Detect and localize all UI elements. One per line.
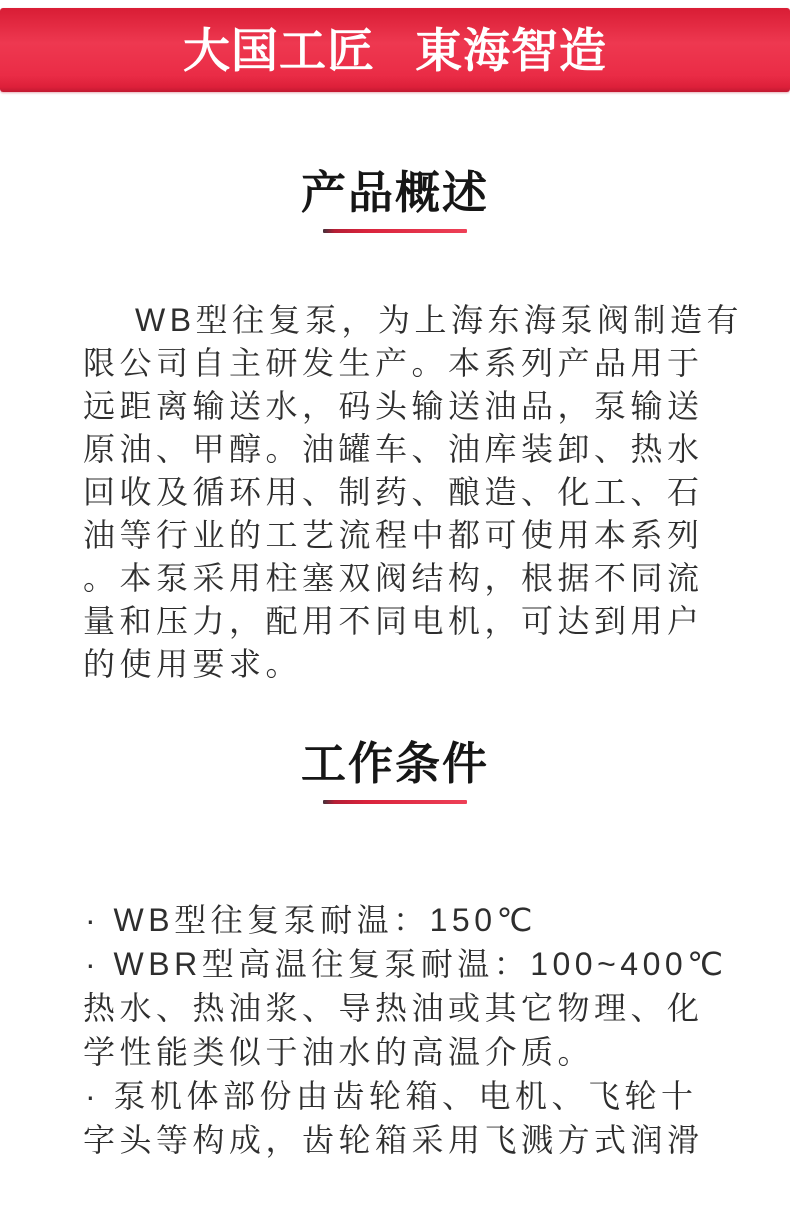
paragraph-line: 限公司自主研发生产。本系列产品用于 bbox=[83, 345, 704, 381]
bullet-line: · WBR型高温往复泵耐温：100~400℃ bbox=[85, 946, 728, 982]
conditions-list bbox=[0, 898, 790, 1162]
paragraph-line: 量和压力，配用不同电机，可达到用户 bbox=[83, 603, 704, 639]
paragraph-line: 油等行业的工艺流程中都可使用本系列 bbox=[83, 517, 704, 553]
section-title-conditions: 工作条件 bbox=[300, 738, 489, 789]
bullet-continuation-line: 学性能类似于油水的高温介质。 bbox=[83, 1034, 595, 1070]
overview-paragraph bbox=[0, 299, 790, 686]
paragraph-line: 回收及循环用、制药、酿造、化工、石 bbox=[83, 474, 704, 510]
paragraph-line: 。本泵采用柱塞双阀结构，根据不同流 bbox=[83, 560, 704, 596]
bullet-continuation-line: 热水、热油浆、导热油或其它物理、化 bbox=[83, 990, 704, 1026]
paragraph-line: 远距离输送水，码头输送油品，泵输送 bbox=[83, 388, 704, 424]
bullet-line: · 泵机体部份由齿轮箱、电机、飞轮十 bbox=[85, 1078, 698, 1114]
paragraph-line: 的使用要求。 bbox=[83, 646, 303, 682]
title-underline bbox=[323, 800, 467, 804]
brand-banner-title: 大国工匠 東海智造 bbox=[182, 23, 608, 77]
bullet-continuation-line: 字头等构成，齿轮箱采用飞溅方式润滑 bbox=[83, 1122, 704, 1158]
section-title-overview: 产品概述 bbox=[300, 167, 489, 218]
brand-banner bbox=[0, 8, 790, 92]
bullet-line: · WB型往复泵耐温：150℃ bbox=[85, 902, 537, 938]
title-underline bbox=[323, 229, 467, 233]
paragraph-line: WB型往复泵，为上海东海泵阀制造有 bbox=[135, 302, 744, 338]
paragraph-line: 原油、甲醇。油罐车、油库装卸、热水 bbox=[83, 431, 704, 467]
